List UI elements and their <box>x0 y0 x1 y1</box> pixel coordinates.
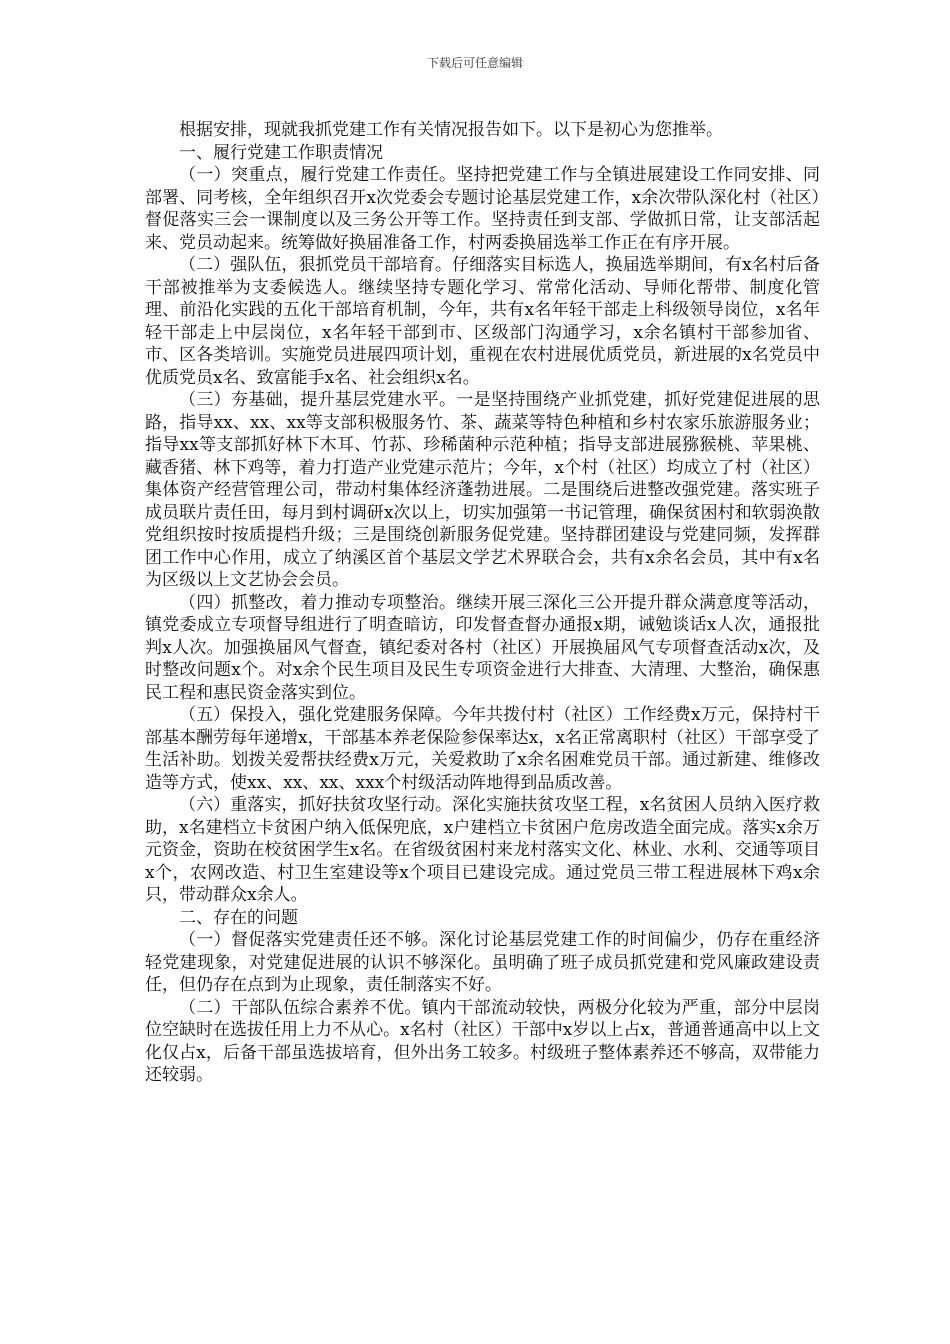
paragraph-1-6: （六）重落实，抓好扶贫攻坚行动。深化实施扶贫攻坚工程，x名贫困人员纳入医疗救助，x名建档立卡贫困户纳入低保兜底，x户建档立卡贫困户危房改造全面完成。落实x余万元资金，资助在校贫困学生x名。在省级贫困村来龙村落实文化、林业、水利、交通等项目x个，农网改造、村卫生室建设等x个项目已建设完成。通过党员三带工程进展林下鸡x余只，带动群众x余人。 <box>145 795 820 905</box>
page-header: 下载后可任意编辑 <box>426 56 523 70</box>
paragraph-1-5: （五）保投入，强化党建服务保障。今年共拨付村（社区）工作经费x万元，保持村干部基本酬劳每年递增x，干部基本养老保险参保率达x，x名正常离职村（社区）干部享受了生活补助。划拨关爱帮扶经费x万元，关爱救助了x余名困难党员干部。通过新建、维修改造等方式，使xx、xx、xx、xxx个村级活动阵地得到品质改善。 <box>145 705 820 793</box>
section-heading-2: 二、存在的问题 <box>179 907 298 928</box>
paragraph-1-4: （四）抓整改，着力推动专项整治。继续开展三深化三公开提升群众满意度等活动，镇党委成立专项督导组进行了明查暗访，印发督查督办通报x期，诫勉谈话x人次，通报批判x人次。加强换届风气督查，镇纪委对各村（社区）开展换届风气专项督查活动x次，及时整改问题x个。对x余个民生项目及民生专项资金进行大排查、大清理、大整治，确保惠民工程和惠民资金落实到位。 <box>145 592 820 703</box>
paragraph-1-3: （三）夯基础，提升基层党建水平。一是坚持围绕产业抓党建，抓好党建促进展的思路，指导xx、xx、xx等支部积极服务竹、茶、蔬菜等特色种植和乡村农家乐旅游服务业；指导xx等支部抓好林下木耳、竹荪、珍稀菌种示范种植；指导支部进展猕猴桃、苹果桃、藏香猪、林下鸡等，着力打造产业党建示范片；今年，x个村（社区）均成立了村（社区）集体资产经营管理公司，带动村集体经济蓬勃进展。二是围绕后进整改强党建。落实班子成员联片责任田，每月到村调研x次以上，切实加强第一书记管理，确保贫困村和软弱涣散党组织按时按质提档升级；三是围绕创新服务促党建。坚持群团建设与党建同频，发挥群团工作中心作用，成立了纳溪区首个基层文学艺术界联合会，共有x余名会员，其中有x名为区级以上文艺协会会员。 <box>145 390 820 590</box>
paragraph-2-2: （二）干部队伍综合素养不优。镇内干部流动较快，两极分化较为严重，部分中层岗位空缺时在选拔任用上力不从心。x名村（社区）干部中x岁以上占x，普通普通高中以上文化仅占x，后备干部虽选拔培育，但外出务工较多。村级班子整体素养还不够高，双带能力还较弱。 <box>145 997 820 1085</box>
document-body <box>145 119 820 1087</box>
paragraph-1-1: （一）突重点，履行党建工作责任。坚持把党建工作与全镇进展建设工作同安排、同部署、同考核，全年组织召开x次党委会专题讨论基层党建工作，x余次带队深化村（社区）督促落实三会一课制度以及三务公开等工作。坚持责任到支部、学做抓日常，让支部活起来、党员动起来。统筹做好换届准备工作，村两委换届选举工作正在有序开展。 <box>145 165 820 253</box>
paragraph-2-1: （一）督促落实党建责任还不够。深化讨论基层党建工作的时间偏少，仍存在重经济轻党建现象，对党建促进展的认识不够深化。虽明确了班子成员抓党建和党风廉政建设责任，但仍存在点到为止现象，责任制落实不好。 <box>145 930 820 995</box>
paragraph-intro: 根据安排，现就我抓党建工作有关情况报告如下。以下是初心为您推举。 <box>179 120 723 140</box>
section-heading-1: 一、履行党建工作职责情况 <box>179 142 383 163</box>
paragraph-1-2: （二）强队伍，狠抓党员干部培育。仔细落实目标选人，换届选举期间，有x名村后备干部被推举为支委候选人。继续坚持专题化学习、常常化活动、导师化帮带、制度化管理、前沿化实践的五化干部培育机制，今年，共有x名年轻干部走上科级领导岗位，x名年轻干部走上中层岗位，x名年轻干部到市、区级部门沟通学习，x余名镇村干部参加省、市、区各类培训。实施党员进展四项计划，重视在农村进展优质党员，新进展的x名党员中优质党员x名、致富能手x名、社会组织x名。 <box>145 255 820 388</box>
